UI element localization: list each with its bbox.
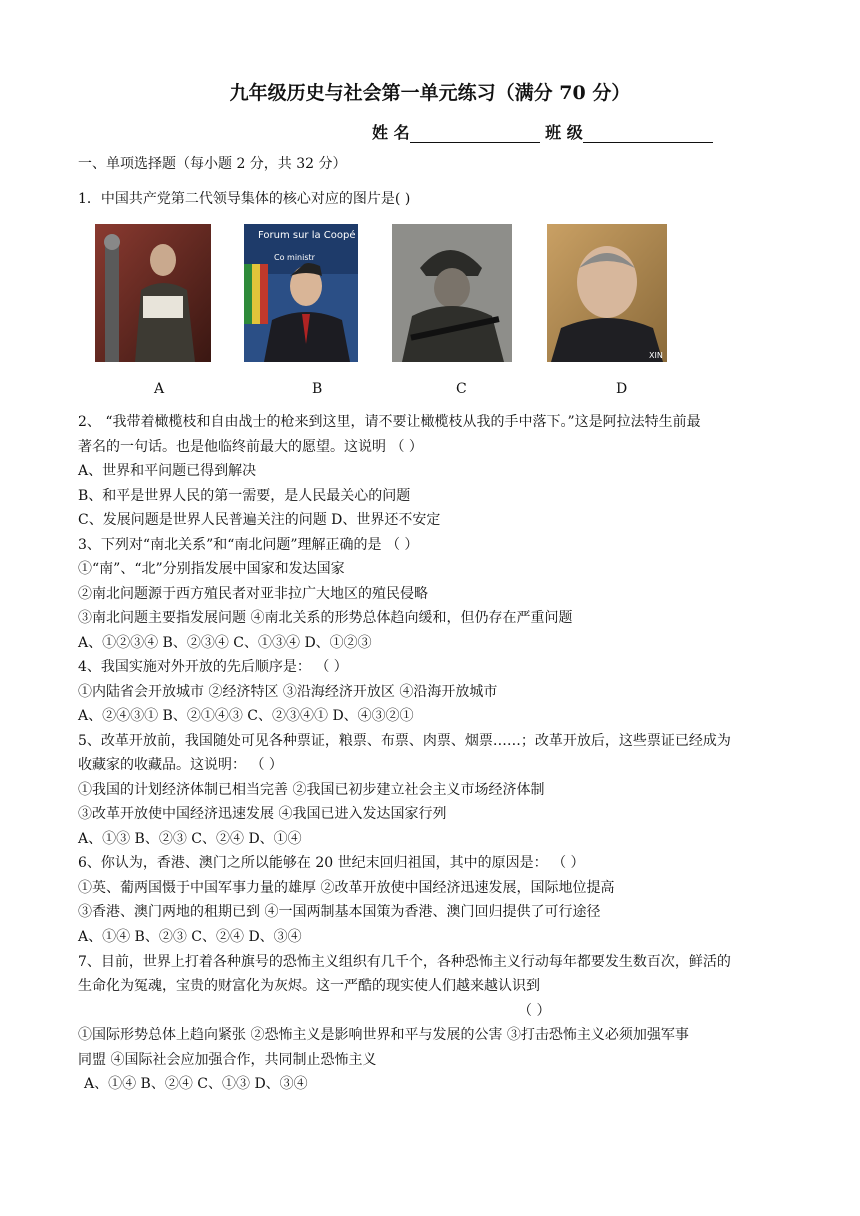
text-line: 同盟 ④国际社会应加强合作，共同制止恐怖主义: [78, 1052, 377, 1068]
section-header: 一、单项选择题（每小题 2 分，共 32 分）: [78, 156, 347, 172]
student-info-line: [372, 120, 713, 143]
text-line: C、发展问题是世界人民普遍关注的问题 D、世界还不安定: [78, 512, 441, 528]
photo-c: [392, 224, 512, 362]
page-title: 九年级历史与社会第一单元练习（满分 70 分）: [229, 82, 631, 104]
text-line: 著名的一句话。也是他临终前最大的愿望。这说明 （ ）: [78, 439, 423, 455]
text-line: ①我国的计划经济体制已相当完善 ②我国已初步建立社会主义市场经济体制: [78, 782, 545, 798]
text-line: ③改革开放使中国经济迅速发展 ④我国已进入发达国家行列: [78, 806, 447, 822]
text-line: A、世界和平问题已得到解决: [78, 463, 257, 479]
text-line: 生命化为冤魂，宝贵的财富化为灰烬。这一严酷的现实使人们越来越认识到: [78, 978, 540, 994]
text-line: ②南北问题源于西方殖民者对亚非拉广大地区的殖民侵略: [78, 586, 428, 602]
text-line: ③香港、澳门两地的租期已到 ④一国两制基本国策为香港、澳门回归提供了可行途径: [78, 904, 601, 920]
text-line: ①内陆省会开放城市 ②经济特区 ③沿海经济开放区 ④沿海开放城市: [78, 684, 498, 700]
class-blank[interactable]: [583, 126, 713, 143]
text-line: ①“南”、“北”分别指发展中国家和发达国家: [78, 561, 345, 577]
text-line: 7、目前，世界上打着各种旗号的恐怖主义组织有几千个，各种恐怖主义行动每年都要发生数百次，鲜活的: [78, 954, 731, 970]
text-line: ③南北问题主要指发展问题 ④南北关系的形势总体趋向缓和，但仍存在严重问题: [78, 610, 573, 626]
text-line: B、和平是世界人民的第一需要，是人民最关心的问题: [78, 488, 411, 504]
text-line: A、②④③① B、②①④③ C、②③④① D、④③②①: [78, 708, 414, 724]
text-line: 3、下列对“南北关系”和“南北问题”理解正确的是 （ ）: [78, 537, 419, 553]
photo-b: [244, 224, 358, 362]
option-label-c: C: [456, 381, 467, 397]
option-label-a: A: [154, 381, 165, 397]
text-line: ①英、葡两国慑于中国军事力量的雄厚 ②改革开放使中国经济迅速发展，国际地位提高: [78, 880, 615, 896]
class-label: 班 级: [545, 123, 583, 142]
name-label: 姓 名: [372, 123, 410, 142]
option-label-b: B: [312, 381, 323, 397]
text-line: 收藏家的收藏品。这说明： （ ）: [78, 757, 283, 773]
text-line: ①国际形势总体上趋向紧张 ②恐怖主义是影响世界和平与发展的公害 ③打击恐怖主义必须加强军事: [78, 1027, 689, 1043]
photo-b-banner-text: Forum sur la Coopé: [258, 230, 356, 241]
photo-b-banner-text-2: Co ministr: [274, 253, 315, 262]
option-label-d: D: [616, 381, 628, 397]
answer-bracket: （ ）: [518, 1003, 551, 1019]
text-line: 4、我国实施对外开放的先后顺序是： （ ）: [78, 659, 348, 675]
text-line: 6、你认为，香港、澳门之所以能够在 20 世纪末回归祖国，其中的原因是： （ ）: [78, 855, 585, 871]
text-line: 2、 “我带着橄榄枝和自由战士的枪来到这里，请不要让橄榄枝从我的手中落下。”这是阿拉法特生前最: [78, 414, 701, 430]
photo-d-watermark: XIN: [649, 351, 663, 360]
photo-d: [547, 224, 667, 362]
photo-a: [95, 224, 211, 362]
text-line: 5、改革开放前，我国随处可见各种票证，粮票、布票、肉票、烟票……；改革开放后，这些票证已经成为: [78, 733, 731, 749]
text-line: A、①②③④ B、②③④ C、①③④ D、①②③: [78, 635, 372, 651]
question-1-stem: 1．中国共产党第二代领导集体的核心对应的图片是( ): [78, 191, 411, 207]
text-line: A、①③ B、②③ C、②④ D、①④: [78, 831, 302, 847]
text-line: A、①④ B、②③ C、②④ D、③④: [78, 929, 302, 945]
text-line: A、①④ B、②④ C、①③ D、③④: [84, 1076, 308, 1092]
name-blank[interactable]: [410, 126, 540, 143]
